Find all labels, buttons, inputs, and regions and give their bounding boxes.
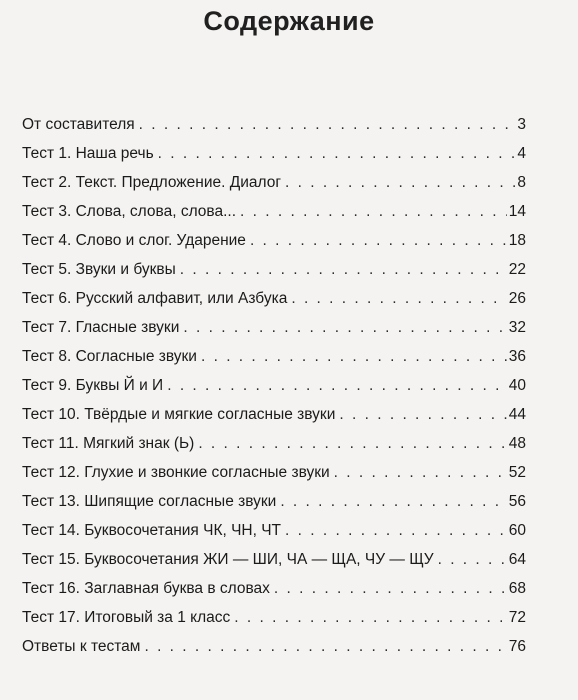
toc-dot-leader bbox=[285, 522, 507, 540]
toc-entry-page: 60 bbox=[508, 522, 526, 539]
toc-dot-leader bbox=[291, 290, 506, 308]
toc-entry-page: 18 bbox=[508, 232, 526, 249]
toc-entry bbox=[22, 319, 526, 348]
toc-dot-leader bbox=[285, 174, 515, 192]
toc-dot-leader bbox=[144, 638, 506, 656]
toc-entry bbox=[22, 522, 526, 551]
toc-dot-leader bbox=[274, 580, 507, 598]
toc-entry-title: Тест 11. Мягкий знак (Ь) bbox=[22, 435, 195, 452]
toc-entry-title: Тест 14. Буквосочетания ЧК, ЧН, ЧТ bbox=[22, 522, 282, 539]
toc-entry-page: 48 bbox=[508, 435, 526, 452]
toc-entry-title: Тест 15. Буквосочетания ЖИ — ШИ, ЧА — ЩА, ЧУ — ЩУ bbox=[22, 551, 434, 568]
toc-entry-title: Тест 10. Твёрдые и мягкие согласные звуки bbox=[22, 406, 336, 423]
toc-dot-leader bbox=[167, 377, 507, 395]
toc-entry-page: 76 bbox=[508, 638, 526, 655]
toc-entry bbox=[22, 551, 526, 580]
toc-entry-page: 8 bbox=[517, 174, 526, 191]
toc-dot-leader bbox=[158, 145, 516, 163]
toc-entry bbox=[22, 232, 526, 261]
toc-dot-leader bbox=[280, 493, 506, 511]
toc-entry bbox=[22, 638, 526, 667]
toc-entry bbox=[22, 174, 526, 203]
toc-entry-title: Тест 7. Гласные звуки bbox=[22, 319, 180, 336]
toc-entry-page: 68 bbox=[508, 580, 526, 597]
toc-entry-page: 32 bbox=[508, 319, 526, 336]
toc-entry-title: От составителя bbox=[22, 116, 135, 133]
page-title: Содержание bbox=[203, 6, 375, 36]
toc-dot-leader bbox=[334, 464, 507, 482]
toc-entry-page: 40 bbox=[508, 377, 526, 394]
toc-dot-leader bbox=[180, 261, 507, 279]
toc-entry-title: Тест 13. Шипящие согласные звуки bbox=[22, 493, 277, 510]
toc-entry bbox=[22, 203, 526, 232]
toc-entry bbox=[22, 609, 526, 638]
toc-entry bbox=[22, 290, 526, 319]
toc-entry bbox=[22, 145, 526, 174]
toc-entry-page: 64 bbox=[508, 551, 526, 568]
toc-dot-leader bbox=[339, 406, 506, 424]
toc-entry-page: 56 bbox=[508, 493, 526, 510]
toc-entry-title: Ответы к тестам bbox=[22, 638, 141, 655]
table-of-contents bbox=[22, 116, 526, 667]
toc-entry-title: Тест 4. Слово и слог. Ударение bbox=[22, 232, 246, 249]
toc-entry-title: Тест 2. Текст. Предложение. Диалог bbox=[22, 174, 281, 191]
toc-dot-leader bbox=[198, 435, 506, 453]
toc-dot-leader bbox=[250, 232, 507, 250]
toc-entry bbox=[22, 377, 526, 406]
toc-entry-page: 72 bbox=[508, 609, 526, 626]
toc-entry-title: Тест 1. Наша речь bbox=[22, 145, 154, 162]
toc-entry-title: Тест 9. Буквы Й и И bbox=[22, 377, 164, 394]
toc-dot-leader bbox=[183, 319, 506, 337]
toc-entry-title: Тест 17. Итоговый за 1 класс bbox=[22, 609, 231, 626]
toc-entry bbox=[22, 261, 526, 290]
toc-entry-page: 52 bbox=[508, 464, 526, 481]
toc-entry-page: 14 bbox=[508, 203, 526, 220]
toc-entry bbox=[22, 464, 526, 493]
toc-dot-leader bbox=[234, 609, 506, 627]
toc-dot-leader bbox=[201, 348, 507, 366]
toc-entry-title: Тест 3. Слова, слова, слова... bbox=[22, 203, 237, 220]
toc-entry-page: 26 bbox=[508, 290, 526, 307]
toc-entry-title: Тест 16. Заглавная буква в словах bbox=[22, 580, 270, 597]
toc-entry bbox=[22, 435, 526, 464]
toc-entry-page: 36 bbox=[508, 348, 526, 365]
toc-entry bbox=[22, 580, 526, 609]
toc-entry bbox=[22, 406, 526, 435]
toc-entry-page: 22 bbox=[508, 261, 526, 278]
toc-entry bbox=[22, 493, 526, 522]
toc-entry-title: Тест 5. Звуки и буквы bbox=[22, 261, 176, 278]
toc-entry bbox=[22, 116, 526, 145]
toc-dot-leader bbox=[139, 116, 516, 134]
toc-dot-leader bbox=[240, 203, 507, 221]
toc-entry-title: Тест 6. Русский алфавит, или Азбука bbox=[22, 290, 288, 307]
toc-entry-page: 3 bbox=[517, 116, 526, 133]
toc-entry-title: Тест 8. Согласные звуки bbox=[22, 348, 197, 365]
toc-entry-title: Тест 12. Глухие и звонкие согласные звуки bbox=[22, 464, 330, 481]
toc-entry bbox=[22, 348, 526, 377]
toc-dot-leader bbox=[438, 551, 507, 569]
toc-entry-page: 4 bbox=[517, 145, 526, 162]
toc-entry-page: 44 bbox=[508, 406, 526, 423]
